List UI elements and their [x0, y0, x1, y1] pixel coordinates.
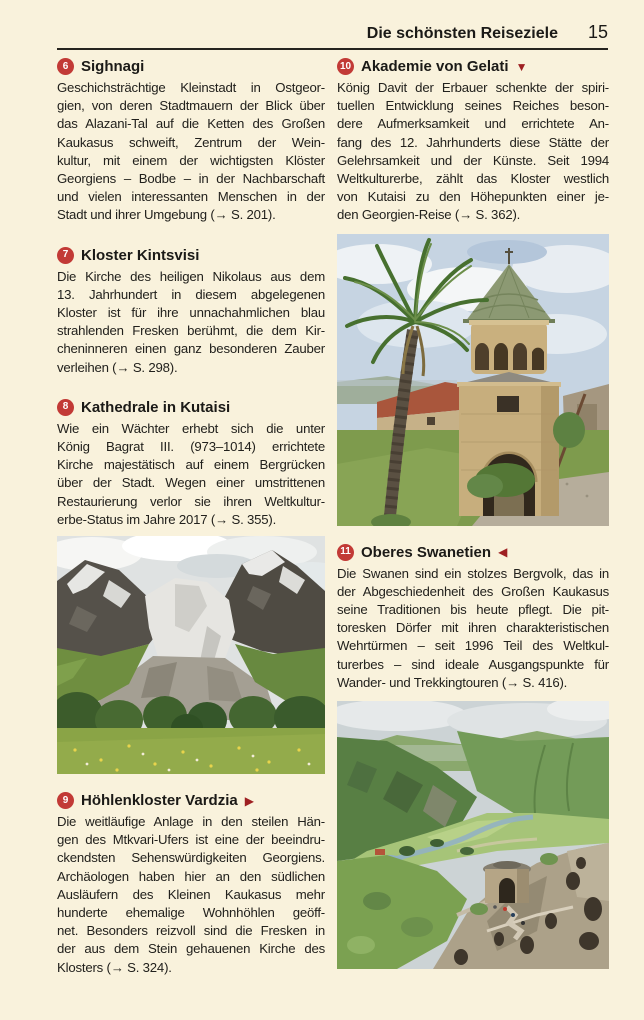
section-number-badge: 7: [57, 247, 74, 264]
glacier-valley-image: [57, 536, 325, 774]
gelati-monastery-photo: [337, 234, 609, 526]
vardzia-valley-photo: [337, 701, 609, 969]
glacier-valley-photo: [57, 536, 325, 774]
section-title: Kathedrale in Kutaisi: [81, 398, 231, 416]
running-head: Die schönsten Reiseziele: [366, 25, 558, 42]
section-text: Die Kirche des heiligen Nikolaus aus dem 13. Jahrhundert in diesem abgelegenen Kloster ist für ihre unnachahmlichen blau strahlenden Fresken berühmt, die dem Kir- cheninneren einen ganz besonderen Zauber verleihen (→ S. 298).: [57, 268, 325, 375]
section-sighnagi: [57, 57, 325, 225]
section-title: Akademie von Gelati: [361, 58, 509, 75]
photo-pointer-right-icon: ▶: [244, 793, 254, 808]
section-text: Geschichsträchtige Kleinstadt in Ostgeor- gien, von deren Stadtmauern der Blick über das Alazani-Tal auf die Ketten des Großen Kaukasus schweift, Zentrum der Wein- kultur, mit einem der wichtigsten Klöster Georgiens – Bodbe – in der Nachbarschaft und vielen interessanten Menschen in der Stadt und ihrer Umgebung (→ S. 201).: [57, 80, 325, 223]
section-title: Höhlenkloster Vardzia: [81, 792, 238, 810]
left-column: [57, 57, 325, 977]
section-text: König Davit der Erbauer schenkte der spiri- tuellen Entwicklung seines Reiches beson- dere Aufmerksamkeit und errichtete An- fang des 12. Jahrhunderts diese Stätte der Gelehrsamkeit und der Künste. Seit 1994 Weltkulturerbe, zählt das Kloster westlich von Kutaisi zu den Höhepunkten einer je- den Georgien-Reise (→ S. 362).: [337, 80, 609, 223]
section-number-badge: 11: [337, 544, 354, 561]
section-title: Oberes Swanetien: [361, 543, 492, 561]
section-title: Sighnagi: [81, 58, 145, 75]
photo-pointer-down-icon: ▼: [515, 59, 528, 74]
section-number-badge: 9: [57, 792, 74, 809]
section-akademie-gelati: [337, 57, 609, 225]
section-kloster-kintsvisi: [57, 246, 325, 377]
section-text: Die weitläufige Anlage in den steilen Hän- gen des Mtkvari-Ufers ist eine der beeindru- ckendsten Sehenswürdigkeiten Georgiens. Archäologen haben hier an den südlichen Ausläufern des Kleinen Kaukasus mehr hunderte ehemalige Wohnhöhlen geöff- net. Besonders reizvoll sind die Fresken in der aus dem Stein gehauenen Kirche des Klosters (→ S. 324).: [57, 814, 325, 975]
section-text: Wie ein Wächter erhebt sich die unter König Bagrat III. (973–1014) errichtete Kirche majestätisch auf einem Bergrücken über der Stadt. Wegen einer umstrittenen Restaurierung verlor sie ihren Weltkultur- erbe-Status im Jahre 2017 (→ S. 355).: [57, 420, 325, 527]
section-text: Die Swanen sind ein stolzes Bergvolk, das in der Abgeschiedenheit des Großen Kaukasus seine Traditionen bis heute pflegt. Die pit- toresken Dörfer mit ihren charakteristischen Wehrtürmen – seit 1996 Teil des Weltkul- turerbes – sind ideale Ausgangspunkte für Wander- und Trekkingtouren (→ S. 416).: [337, 565, 609, 690]
section-title: Kloster Kintsvisi: [81, 246, 200, 264]
section-number-badge: 6: [57, 58, 74, 75]
section-number-badge: 10: [337, 58, 354, 75]
section-kathedrale-kutaisi: [57, 398, 325, 529]
page-header: [57, 22, 608, 50]
section-number-badge: 8: [57, 399, 74, 416]
right-column: [337, 57, 609, 969]
gelati-monastery-image: [337, 234, 609, 526]
section-oberes-swanetien: [337, 543, 609, 692]
page-number: 15: [587, 22, 608, 42]
vardzia-valley-image: [337, 701, 609, 969]
photo-pointer-left-icon: ◀: [498, 545, 508, 560]
section-hoehlenkloster-vardzia: [57, 791, 325, 977]
